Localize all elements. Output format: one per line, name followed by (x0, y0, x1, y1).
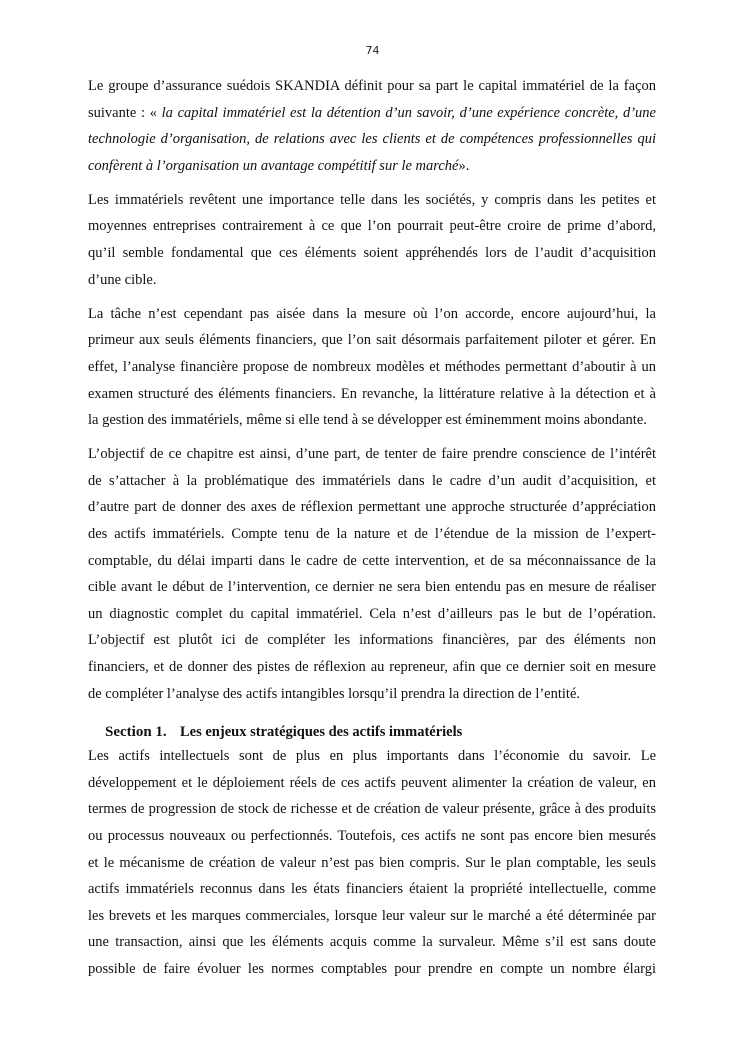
quote-text: la capital immatériel est la détention d’un savoir, d’une expérience concrète, d’une (161, 104, 656, 121)
text-line: Le groupe d’assurance suédois SKANDIA définit pour sa part le capital immatériel de la façon (88, 78, 656, 94)
quote-text: technologie d’organisation, de relations avec les clients et de compétences professionnelles qui (88, 131, 656, 148)
text-line: L’objectif de ce chapitre est ainsi, d’une part, de tenter de faire prendre conscience de l’intérêt (88, 446, 656, 463)
text-line: moyennes entreprises contrairement à ce que l’on pourrait peut-être croire de prime d’abord, (88, 218, 656, 235)
section-paragraph (88, 743, 656, 982)
paragraph (88, 301, 656, 434)
text-line (88, 153, 656, 180)
text-line: des actifs immatériels. Compte tenu de la nature et de l’étendue de la mission de l’expert- (88, 526, 656, 542)
text-span: suivante : « (88, 104, 162, 121)
text-line (88, 100, 656, 127)
text-line: Les actifs intellectuels sont de plus en plus importants dans l’économie du savoir. Le (88, 748, 656, 765)
text-line: les brevets et les marques commerciales, lorsque leur valeur sur le marché a été déterminée par (88, 907, 656, 924)
text-line: de s’attacher à la problématique des immatériels dans le cadre d’un audit d’acquisition, et (88, 472, 656, 489)
paragraph (88, 187, 656, 293)
text-line: d’autre part de donner des axes de réflexion permettant une approche structurée d’appréciation (88, 499, 656, 516)
text-line: Les immatériels revêtent une importance telle dans les sociétés, y compris dans les petites et (88, 191, 656, 208)
text-line: termes de progression de stock de richesse et de création de valeur présente, grâce à des produits (88, 801, 656, 818)
text-line: cible avant le début de l’intervention, ce dernier ne sera bien entendu pas en mesure de réaliser (88, 579, 656, 596)
text-line (88, 126, 656, 153)
text-line: examen structuré des éléments financiers. En revanche, la littérature relative à la détection et à (88, 385, 656, 402)
text-line: une transaction, ainsi que les éléments acquis comme la survaleur. Même s’il est sans doute (88, 934, 656, 951)
paragraph (88, 441, 656, 707)
text-line: comptable, du délai imparti dans le cadre de cette intervention, et de sa méconnaissance de la (88, 552, 656, 569)
text-span: ». (458, 157, 470, 174)
text-line: un diagnostic complet du capital immatériel. Cela n’est d’ailleurs pas le but de l’opération. (88, 605, 656, 622)
text-line: la gestion des immatériels, même si elle tend à se développer est éminemment moins abondante. (88, 412, 647, 429)
section-number: Section 1. (105, 724, 167, 741)
paragraphs (88, 187, 656, 707)
page-number: 74 (365, 44, 380, 57)
text-line: développement et le déploiement réels de ces actifs peuvent alimenter la création de valeur, en (88, 774, 656, 791)
section-title: Les enjeux stratégiques des actifs immatériels (180, 724, 463, 741)
text-line: financiers, et de donner des pistes de réflexion au repreneur, afin que ce dernier soit en mesure (88, 658, 656, 675)
text-line: d’une cible. (88, 271, 157, 288)
text-line: possible de faire évoluer les normes comptables pour prendre en compte un nombre élargi (88, 960, 656, 977)
text-line: de compléter l’analyse des actifs intangibles lorsqu’il prendra la direction de l’entité. (88, 685, 581, 702)
text-line: La tâche n’est cependant pas aisée dans la mesure où l’on accorde, encore aujourd’hui, la (88, 305, 656, 322)
document-body (88, 73, 656, 990)
text-line: L’objectif est plutôt ici de compléter les informations financières, par des éléments non (88, 632, 656, 649)
text-line: qu’il semble fondamental que ces éléments soient appréhendés lors de l’audit d’acquisition (88, 245, 656, 262)
text-line: primeur aux seuls éléments financiers, que l’on sait désormais parfaitement piloter et gérer. En (88, 332, 656, 349)
quote-text: confèrent à l’organisation un avantage compétitif sur le marché (88, 157, 459, 174)
text-line: et le mécanisme de création de valeur n’est pas bien compris. Sur le plan comptable, les seuls (88, 854, 656, 871)
paragraph-skandia-definition (88, 73, 656, 179)
text-line: effet, l’analyse financière propose de nombreux modèles et méthodes permettant d’aboutir à un (88, 358, 656, 375)
text-line: actifs immatériels reconnus dans les états financiers étaient la propriété intellectuelle, comme (88, 881, 656, 898)
text-line: ou processus nouveaux ou perfectionnés. Toutefois, ces actifs ne sont pas encore bien mesurés (88, 827, 656, 844)
